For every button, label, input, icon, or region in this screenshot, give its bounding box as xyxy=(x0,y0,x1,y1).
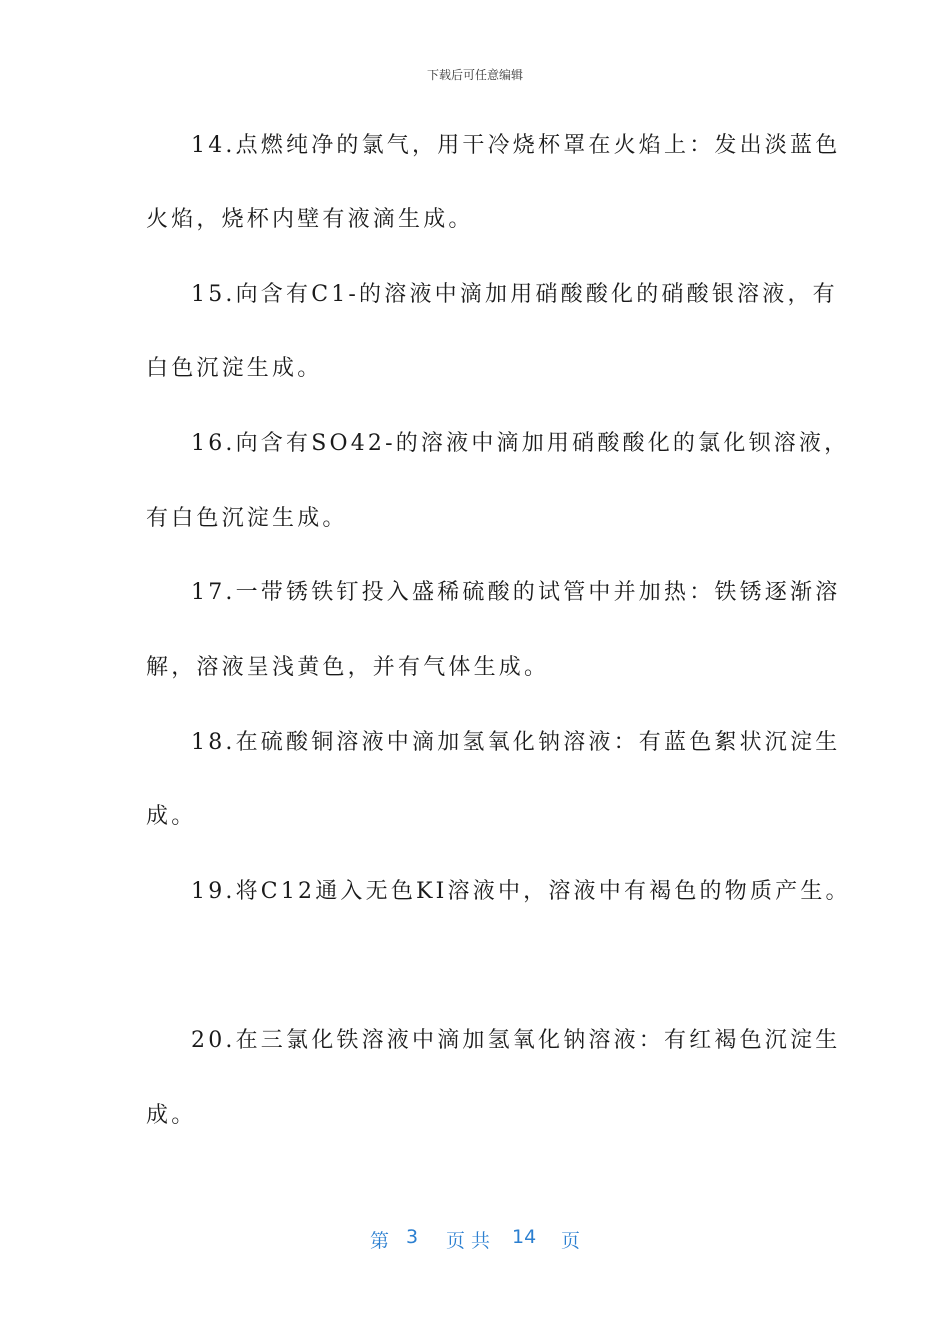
page-suffix: 页 xyxy=(561,1230,581,1252)
header-note: 下载后可任意编辑 xyxy=(426,68,523,82)
total-pages-number: 14 xyxy=(512,1226,537,1248)
paragraph-19-line-1: 19.将C12通入无色KI溶液中，溶液中有褐色的物质产生。 xyxy=(191,879,851,904)
paragraph-18-line-1: 18.在硫酸铜溶液中滴加氢氧化钠溶液：有蓝色絮状沉淀生 xyxy=(191,730,841,755)
page-footer xyxy=(0,1226,950,1252)
paragraph-14-line-2: 火焰，烧杯内壁有液滴生成。 xyxy=(146,207,474,232)
paragraph-17-line-2: 解，溶液呈浅黄色，并有气体生成。 xyxy=(146,655,550,680)
paragraph-17-line-1: 17.一带锈铁钉投入盛稀硫酸的试管中并加热：铁锈逐渐溶 xyxy=(191,580,841,605)
current-page-number: 3 xyxy=(406,1226,419,1248)
paragraph-16-line-1: 16.向含有SO42-的溶液中滴加用硝酸酸化的氯化钡溶液， xyxy=(191,431,850,456)
page-prefix: 第 xyxy=(370,1230,390,1252)
paragraph-16-line-2: 有白色沉淀生成。 xyxy=(146,506,348,531)
paragraph-20-line-2: 成。 xyxy=(146,1103,197,1128)
paragraph-15-line-1: 15.向含有C1-的溶液中滴加用硝酸酸化的硝酸银溶液，有 xyxy=(191,282,838,307)
paragraph-14-line-1: 14.点燃纯净的氯气，用干冷烧杯罩在火焰上：发出淡蓝色 xyxy=(191,133,841,158)
page-mid-label: 页 共 xyxy=(446,1230,491,1252)
paragraph-20-line-1: 20.在三氯化铁溶液中滴加氢氧化钠溶液：有红褐色沉淀生 xyxy=(191,1028,841,1053)
paragraph-15-line-2: 白色沉淀生成。 xyxy=(146,356,323,381)
paragraph-18-line-2: 成。 xyxy=(146,804,197,829)
